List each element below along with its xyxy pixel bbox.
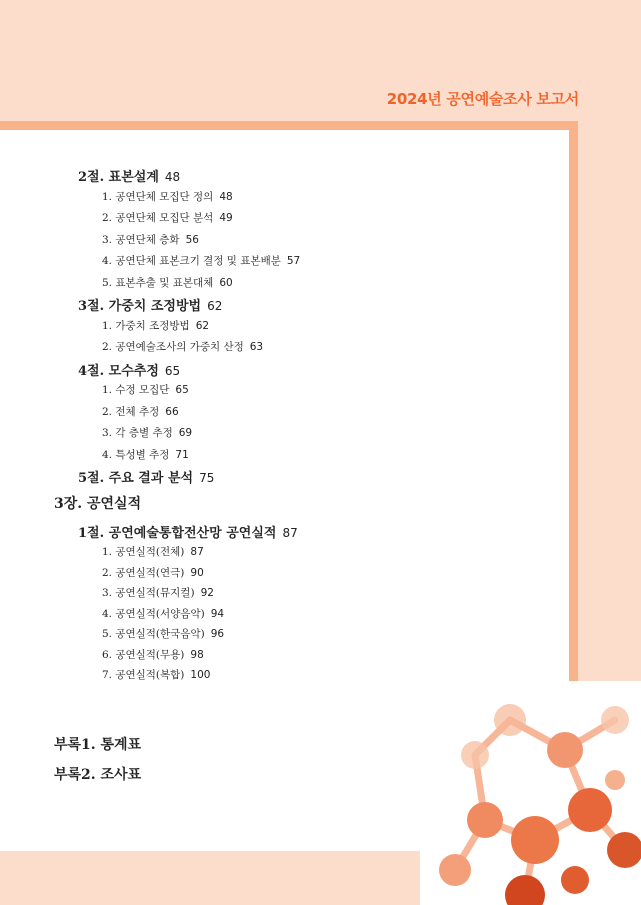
toc-entry-label: 3. 공연실적(뮤지컬) — [102, 587, 195, 599]
toc-page-number: 60 — [219, 276, 233, 289]
toc-entry-label: 4. 공연실적(서양음악) — [102, 607, 205, 620]
report-title: 2024년 공연예술조사 보고서 — [386, 90, 579, 108]
toc-entry-label: 1. 공연실적(전체) — [102, 546, 185, 558]
appendix-item-1[interactable]: 부록1. 통계표 — [54, 737, 142, 753]
toc-page-number: 94 — [210, 607, 225, 620]
toc-page-number: 48 — [164, 170, 181, 184]
toc-entry-label: 4. 특성별 추정 — [102, 448, 170, 461]
toc-page-number: 100 — [190, 669, 211, 681]
toc-entry-label: 3. 각 층별 추정 — [102, 427, 173, 439]
toc-entry-label: 2. 전체 추정 — [102, 405, 160, 418]
toc-page-number: 69 — [178, 427, 193, 439]
toc-page-number: 56 — [185, 233, 199, 246]
toc-entry-label: 2절. 표본설계 — [78, 170, 159, 185]
toc-page-number: 63 — [249, 341, 264, 353]
toc-entry-label: 4절. 모수추정 — [78, 363, 159, 379]
toc-page-number: 65 — [175, 384, 189, 396]
toc-page-number: 62 — [207, 299, 223, 313]
toc-entry-label: 3절. 가중치 조정방법 — [78, 299, 202, 314]
toc-entry-label: 2. 공연단체 모집단 분석 — [102, 212, 214, 224]
toc-page-number: 66 — [165, 405, 179, 418]
side-band — [578, 121, 641, 681]
toc-page-number: 87 — [190, 546, 204, 558]
toc-entry-label: 1. 공연단체 모집단 정의 — [102, 190, 214, 203]
toc-page-number: 49 — [219, 212, 233, 224]
toc-entry-label: 5. 공연실적(한국음악) — [102, 628, 205, 640]
toc-entry-label: 6. 공연실적(무용) — [102, 648, 185, 661]
toc-page-number: 71 — [175, 448, 189, 461]
toc-entry-label: 2. 공연실적(연극) — [102, 566, 185, 579]
toc-entry-label: 4. 공연단체 표본크기 결정 및 표본배분 — [102, 255, 281, 267]
toc-entry-label: 1. 수정 모집단 — [102, 384, 170, 396]
toc-entry-label: 7. 공연실적(복합) — [102, 669, 185, 681]
toc-page-number: 92 — [200, 587, 214, 599]
toc-entry-label: 5절. 주요 결과 분석 — [78, 471, 194, 486]
decorative-molecule-graphic — [415, 680, 641, 905]
footer-band — [0, 851, 420, 905]
toc-entry-label: 5. 표본추출 및 표본대체 — [102, 276, 214, 289]
toc-page-number: 87 — [282, 526, 298, 540]
toc-page-number: 75 — [199, 471, 215, 485]
side-accent-bar — [569, 121, 578, 681]
toc-page-number: 57 — [286, 255, 301, 267]
header-accent-bar — [0, 121, 578, 130]
toc-entry-label: 3. 공연단체 층화 — [102, 233, 180, 246]
toc-page-number: 90 — [190, 566, 204, 579]
toc-page-number: 48 — [219, 190, 233, 203]
appendix-item-2[interactable]: 부록2. 조사표 — [54, 767, 142, 783]
toc-page-number: 98 — [190, 648, 204, 661]
toc-page-number: 62 — [195, 319, 210, 332]
toc-entry-label: 2. 공연예술조사의 가중치 산정 — [102, 341, 244, 353]
chapter-title: 3장. 공연실적 — [54, 496, 142, 512]
toc-page-number: 65 — [164, 363, 181, 378]
toc-entry-label: 1절. 공연예술통합전산망 공연실적 — [78, 526, 277, 541]
toc-entry-label: 1. 가중치 조정방법 — [102, 319, 190, 332]
toc-page-number: 96 — [210, 628, 225, 640]
